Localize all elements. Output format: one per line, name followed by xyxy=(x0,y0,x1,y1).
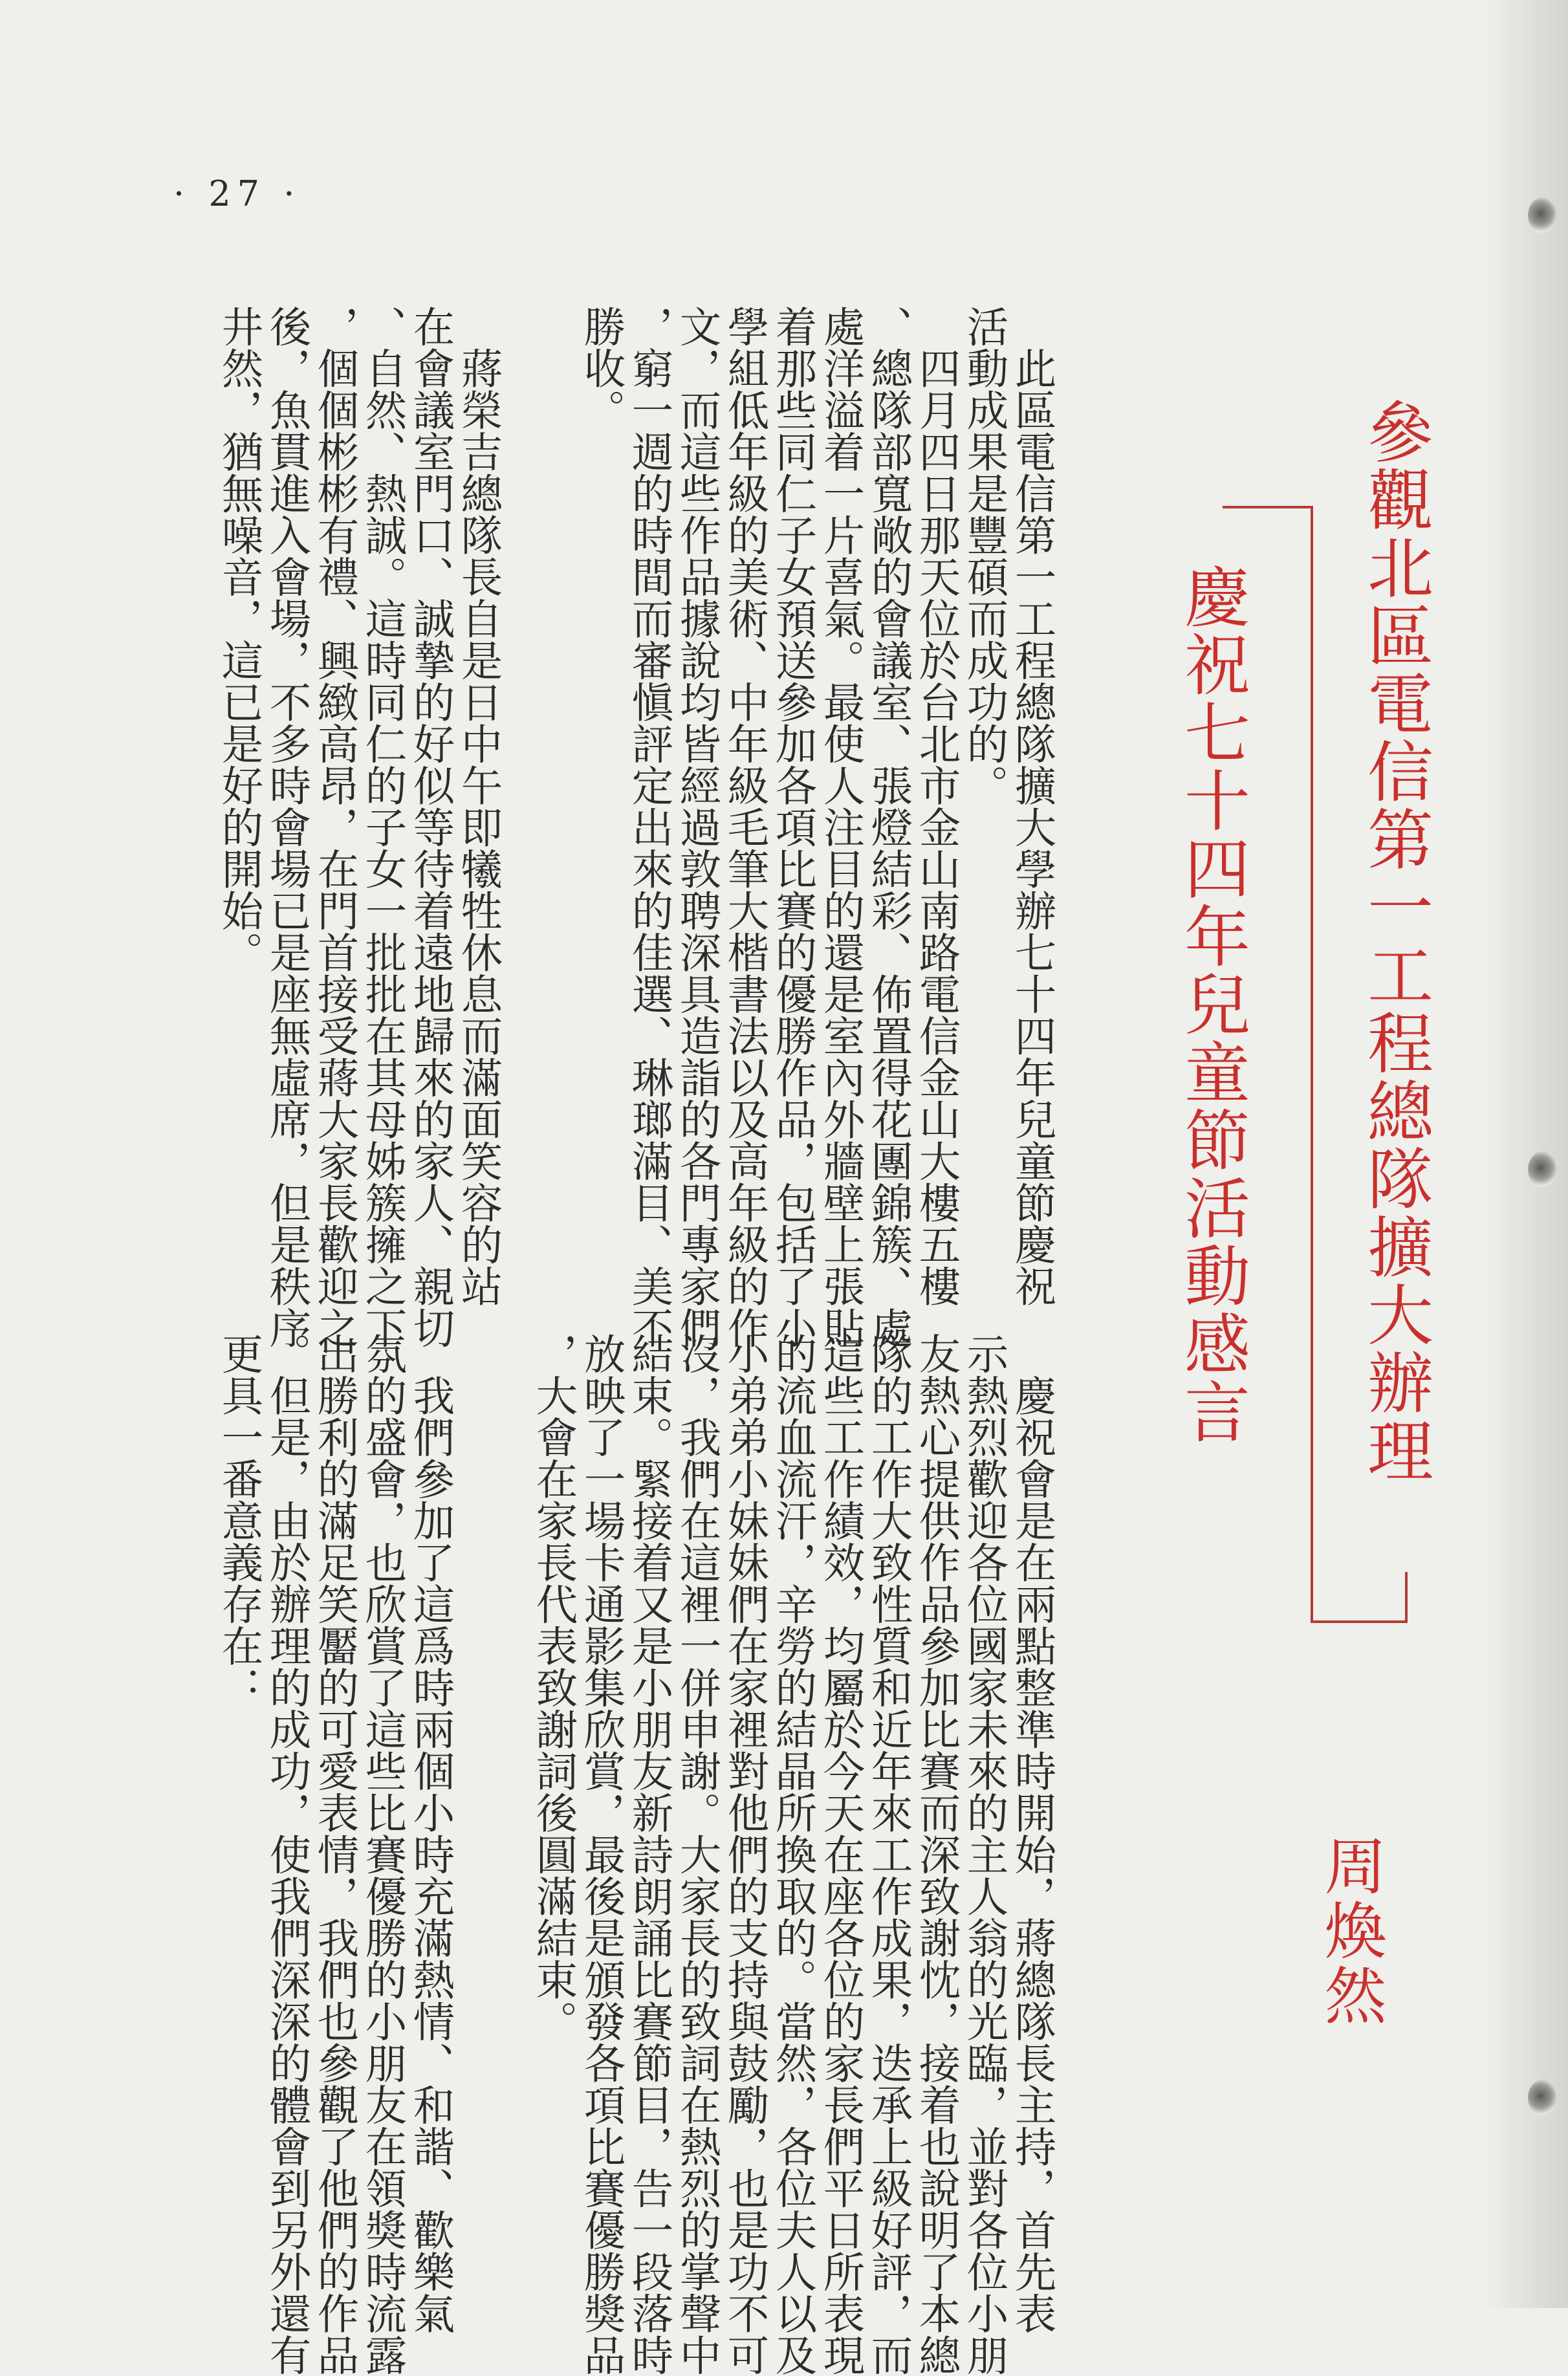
bracket-bottom xyxy=(1311,1620,1408,1623)
text-column: 我們參加了這爲時兩個小時充滿熱情、和諧、歡樂氣 xyxy=(406,1333,455,2334)
bracket-top xyxy=(1223,506,1312,508)
text-column: 在會議室門口、誠摯的好似等待着遠地歸來的家人、親切 xyxy=(406,305,455,1349)
text-column: 四月四日那天位於台北市金山南路電信金山大樓五樓 xyxy=(912,305,961,1307)
text-column: 學組低年級的美術、中年級毛筆大楷書法以及高年級的作 xyxy=(721,305,769,1349)
text-column: 隊的工作大致性質和近年來工作成果，迭承上級好評，而 xyxy=(864,1333,913,2376)
text-column: 小弟弟小妹妹們在家裡對他們的支持與鼓勵，也是功不可 xyxy=(721,1333,769,2376)
text-column: 勝收。 xyxy=(577,305,626,431)
text-column: 沒，我們在這裡一併申謝。大家長的致詞在熱烈的掌聲中 xyxy=(673,1333,721,2376)
text-column: 處洋溢着一片喜氣。最使人注目的還是室內外牆壁上張貼 xyxy=(816,305,865,1349)
text-column: 這些工作績效，均屬於今天在座各位的家長們平日所表現 xyxy=(816,1333,865,2376)
text-column: 文，而這些作品據說均皆經過敦聘深具造詣的各門專家們 xyxy=(673,305,721,1349)
author-name: 周煥然 xyxy=(1314,1834,1387,2028)
bracket-hook xyxy=(1405,1572,1408,1622)
text-column: ，大會在家長代表致謝詞後圓滿結束。 xyxy=(529,1333,578,2042)
title-line-1: 參觀北區電信第一工程總隊擴大辦理 xyxy=(1356,398,1433,1485)
text-column: 示熱烈歡迎各位國家未來的主人翁的光臨，並對各位小朋 xyxy=(960,1333,1008,2376)
text-column: 活動成果是豐碩而成功的。 xyxy=(960,305,1008,806)
text-column: 。但是，由於辦理的成功，使我們深深的體會到另外還有 xyxy=(263,1333,311,2376)
show-through-text xyxy=(1100,213,1145,1010)
text-column: 放映了一場卡通影集欣賞，最後是頒發各項比賽優勝獎品 xyxy=(577,1333,626,2376)
text-column: 蔣榮吉總隊長自是日中午即犧牲休息而滿面笑容的站 xyxy=(454,305,503,1307)
page-edge-shadow xyxy=(1484,0,1568,2308)
text-column: 出勝利的滿足笑靨的可愛表情，我們也參觀了他們的作品 xyxy=(310,1333,359,2376)
title-line-2: 慶祝七十四年兒童節活動感言 xyxy=(1173,563,1250,1446)
text-column: 結束。緊接着又是小朋友新詩朗誦比賽節目，告一段落時 xyxy=(625,1333,673,2376)
text-column: 後，魚貫進入會場，不多時會場已是座無虛席，但是秩序 xyxy=(263,305,311,1349)
text-column: ，窮一週的時間而審愼評定出來的佳選、琳瑯滿目、美不 xyxy=(625,305,673,1349)
text-column: 着那些同仁子女預送參加各項比賽的優勝作品，包括了小 xyxy=(768,305,817,1349)
text-column: 的流血流汗，辛勞的結晶所換取的。當然，各位夫人以及 xyxy=(768,1333,817,2376)
text-column: 井然，猶無噪音，這已是好的開始。 xyxy=(215,305,263,973)
text-column: 、總隊部寬敞的會議室、張燈結彩、佈置得花團錦簇、處 xyxy=(864,305,913,1349)
bracket-right xyxy=(1311,506,1313,1623)
binding-hole xyxy=(1528,197,1556,234)
text-column: 、自然、熱誠。這時同仁的子女一批批在其母姊簇擁之下 xyxy=(358,305,407,1349)
binding-hole xyxy=(1528,2080,1556,2116)
text-column: 此區電信第一工程總隊擴大學辦七十四年兒童節慶祝 xyxy=(1008,305,1056,1307)
text-column: 氛的盛會，也欣賞了這些比賽優勝的小朋友在領獎時流露 xyxy=(358,1333,407,2376)
binding-hole xyxy=(1528,1151,1556,1188)
text-column: 更具一番意義存在： xyxy=(215,1333,263,1708)
page-number: · 27 · xyxy=(173,173,301,214)
text-column: 慶祝會是在兩點整準時開始，蔣總隊長主持，首先表 xyxy=(1008,1333,1056,2334)
text-column: ，個個彬彬有禮、興緻高昂，在門首接受蔣大家長歡迎之 xyxy=(310,305,359,1349)
text-column: 友熱心提供作品參加比賽而深致謝忱，接着也說明了本總 xyxy=(912,1333,961,2376)
